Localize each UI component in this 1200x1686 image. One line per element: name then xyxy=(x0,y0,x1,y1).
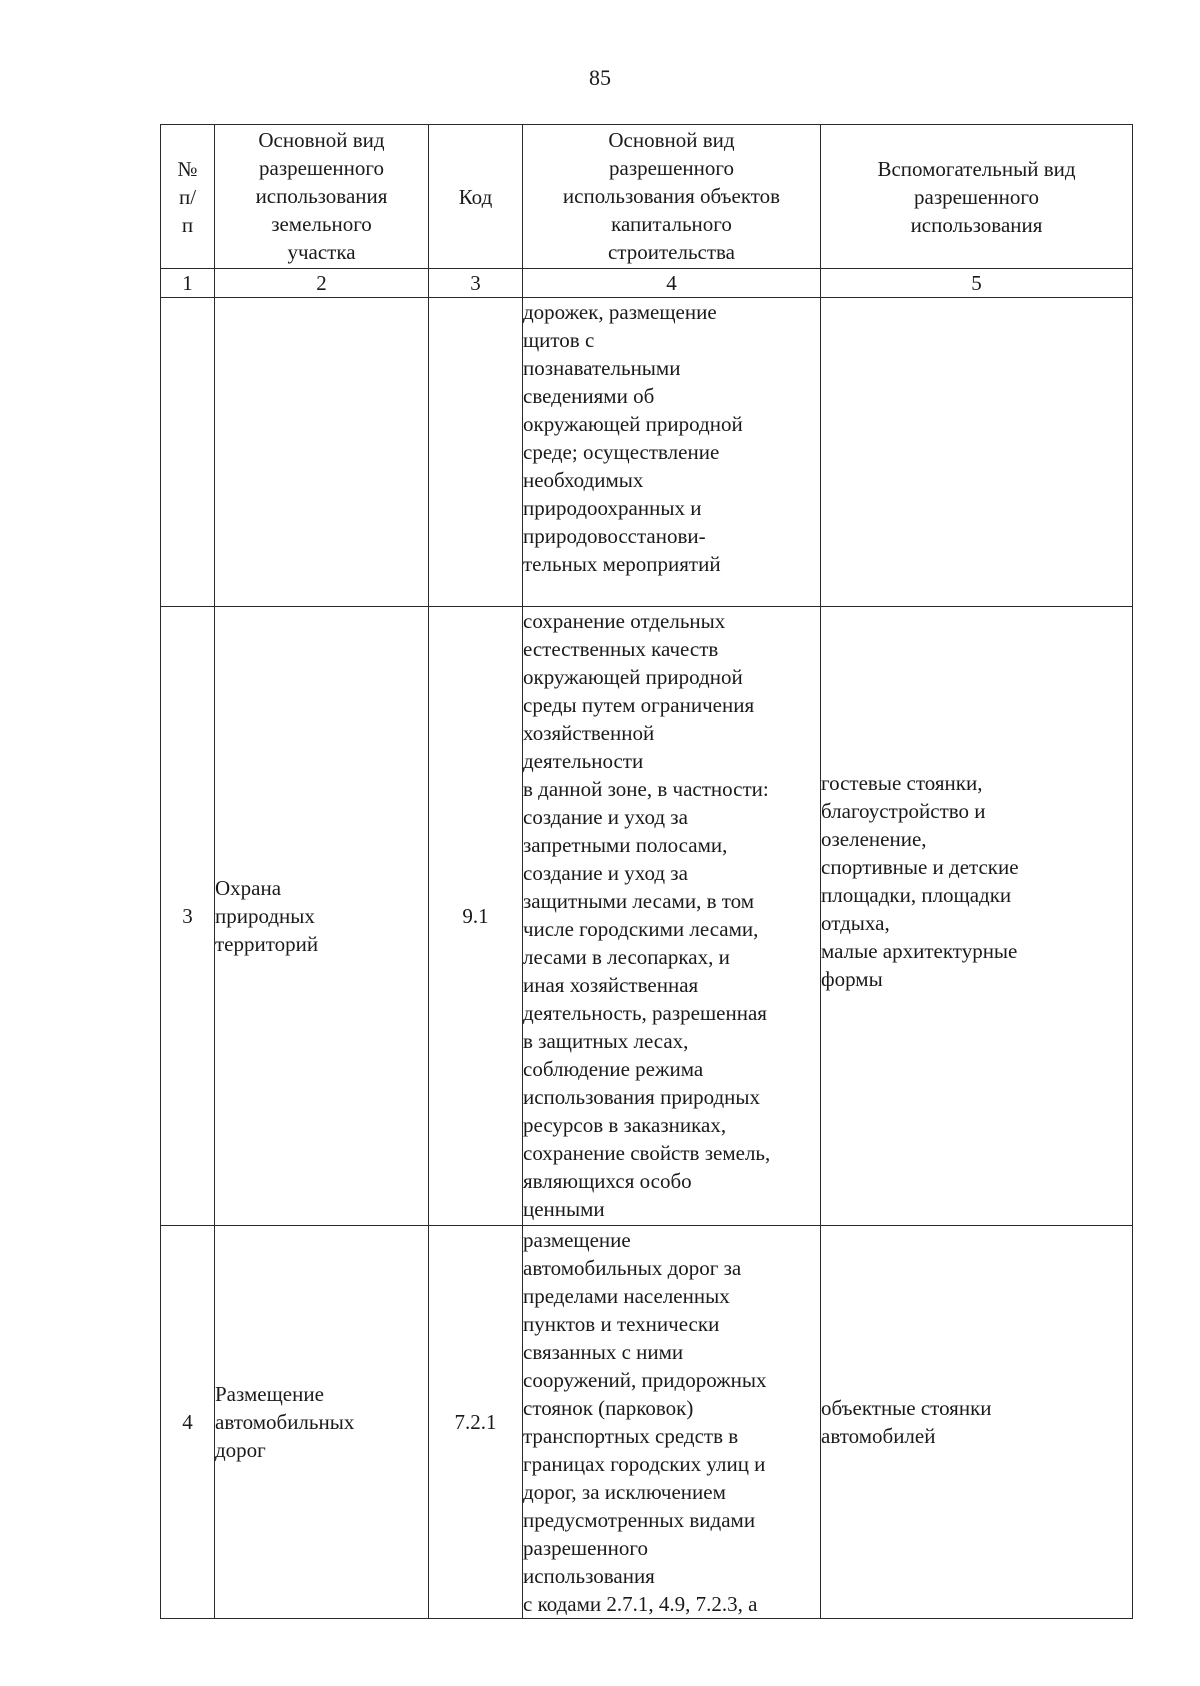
land-use-cell: Охрана природных территорий xyxy=(215,607,429,1226)
header-code: Код xyxy=(429,125,523,269)
column-number: 3 xyxy=(429,269,523,298)
table-header-row xyxy=(161,125,1133,269)
column-number: 4 xyxy=(523,269,821,298)
capital-use-cell: дорожек, размещение щитов с познавательными сведениями об окружающей природной среде; осуществление необходимых природоохранных и природовосстанови- тельных мероприятий xyxy=(523,298,821,607)
capital-use-cell: сохранение отдельных естественных качеств окружающей природной среды путем ограничения хозяйственной деятельности в данной зоне, в частности: создание и уход за запретными полосами, создание и уход за защитными лесами, в том числе городскими лесами, лесами в лесопарках, и иная хозяйственная деятельность, разрешенная в защитных лесах, соблюдение режима использования природных ресурсов в заказниках, сохранение свойств земель, являющихся особо ценными xyxy=(523,607,821,1226)
table-row xyxy=(161,607,1133,1226)
land-use-cell xyxy=(215,298,429,607)
land-use-cell: Размещение автомобильных дорог xyxy=(215,1226,429,1619)
code-cell xyxy=(429,298,523,607)
header-capital-use: Основной вид разрешенного использования объектов капитального строительства xyxy=(523,125,821,269)
code-cell: 7.2.1 xyxy=(429,1226,523,1619)
column-number: 1 xyxy=(161,269,215,298)
table-row xyxy=(161,298,1133,607)
page-number: 85 xyxy=(589,65,611,90)
row-number-cell: 4 xyxy=(161,1226,215,1619)
land-use-table xyxy=(160,124,1133,1619)
capital-use-cell: размещение автомобильных дорог за пределами населенных пунктов и технически связанных с ними сооружений, придорожных стоянок (парковок) транспортных средств в границах городских улиц и дорог, за исключением предусмотренных видами разрешенного использования с кодами 2.7.1, 4.9, 7.2.3, а xyxy=(523,1226,821,1619)
header-number: № п/ п xyxy=(161,125,215,269)
row-number-cell xyxy=(161,298,215,607)
header-land-use: Основной вид разрешенного использования земельного участка xyxy=(215,125,429,269)
table-row xyxy=(161,1226,1133,1619)
code-cell: 9.1 xyxy=(429,607,523,1226)
auxiliary-use-cell: объектные стоянки автомобилей xyxy=(821,1226,1133,1619)
column-number: 5 xyxy=(821,269,1133,298)
row-number-cell: 3 xyxy=(161,607,215,1226)
auxiliary-use-cell xyxy=(821,298,1133,607)
header-auxiliary-use: Вспомогательный вид разрешенного использования xyxy=(821,125,1133,269)
column-number-row xyxy=(161,269,1133,298)
column-number: 2 xyxy=(215,269,429,298)
auxiliary-use-cell: гостевые стоянки, благоустройство и озеленение, спортивные и детские площадки, площадки отдыха, малые архитектурные формы xyxy=(821,607,1133,1226)
